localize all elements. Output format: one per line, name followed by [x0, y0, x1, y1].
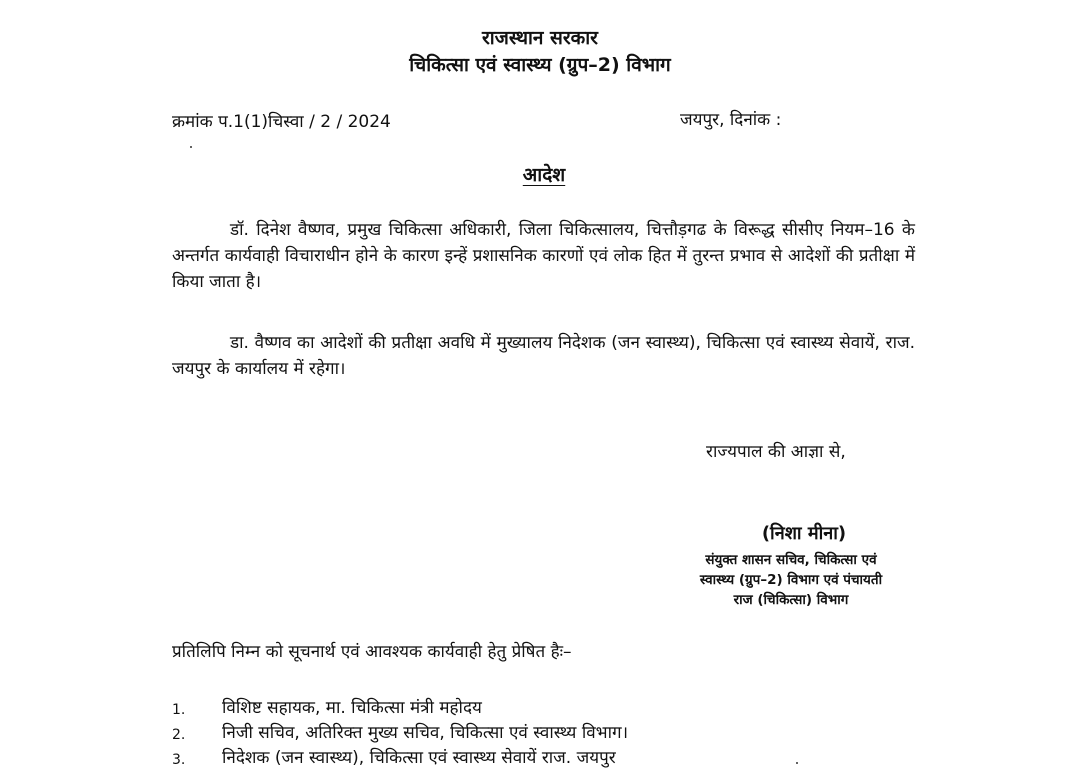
list-item-number: 2. [172, 727, 186, 743]
scan-speck [796, 762, 798, 764]
place-date: जयपुर, दिनांक : [680, 110, 782, 130]
government-heading: राजस्थान सरकार [482, 27, 598, 49]
signatory-designation-line-3: राज (चिकित्सा) विभाग [733, 592, 849, 608]
list-item [172, 721, 932, 746]
list-item-text: निदेशक (जन स्वास्थ्य), चिकित्सा एवं स्वास्थ्य सेवायें राज. जयपुर [222, 748, 616, 768]
by-order-of-governor: राज्यपाल की आज्ञा से, [706, 442, 846, 462]
department-heading: चिकित्सा एवं स्वास्थ्य (ग्रुप–2) विभाग [409, 54, 671, 76]
order-title [0, 163, 1080, 187]
order-paragraph-1: डॉ. दिनेश वैष्णव, प्रमुख चिकित्सा अधिकारी, जिला चिकित्सालय, चित्तौड़गढ के विरूद्ध सीसीए नियम–16 के अन्तर्गत कार्यवाही विचाराधीन होने के कारण इन्हें प्रशासनिक कारणों एवं लोक हित में तुरन्त प्रभाव से आदेशों की प्रतीक्षा में किया जाता है। [172, 220, 915, 292]
list-item [172, 696, 932, 721]
order-title-text: आदेश [522, 164, 566, 186]
list-item-number: 1. [172, 702, 186, 718]
list-item [172, 746, 932, 771]
reference-number: क्रमांक प.1(1)चिस्वा / 2 / 2024 [172, 112, 391, 132]
list-item-number: 3. [172, 752, 186, 768]
list-item-text: विशिष्ट सहायक, मा. चिकित्सा मंत्री महोदय [222, 698, 482, 718]
scan-speck [190, 146, 192, 148]
copy-forwarded-line: प्रतिलिपि निम्न को सूचनार्थ एवं आवश्यक कार्यवाही हेतु प्रेषित हैः– [172, 642, 572, 662]
signatory-designation-line-1: संयुक्त शासन सचिव, चिकित्सा एवं [705, 552, 877, 568]
list-item-text: निजी सचिव, अतिरिक्त मुख्य सचिव, चिकित्सा एवं स्वास्थ्य विभाग। [222, 723, 629, 743]
signatory-name: (निशा मीना) [761, 523, 847, 544]
distribution-list [172, 696, 932, 771]
order-paragraph-2: डा. वैष्णव का आदेशों की प्रतीक्षा अवधि में मुख्यालय निदेशक (जन स्वास्थ्य), चिकित्सा एवं स्वास्थ्य सेवायें, राज. जयपुर के कार्यालय में रहेगा। [172, 333, 915, 379]
signatory-designation-line-2: स्वास्थ्य (ग्रुप–2) विभाग एवं पंचायती [699, 572, 883, 588]
